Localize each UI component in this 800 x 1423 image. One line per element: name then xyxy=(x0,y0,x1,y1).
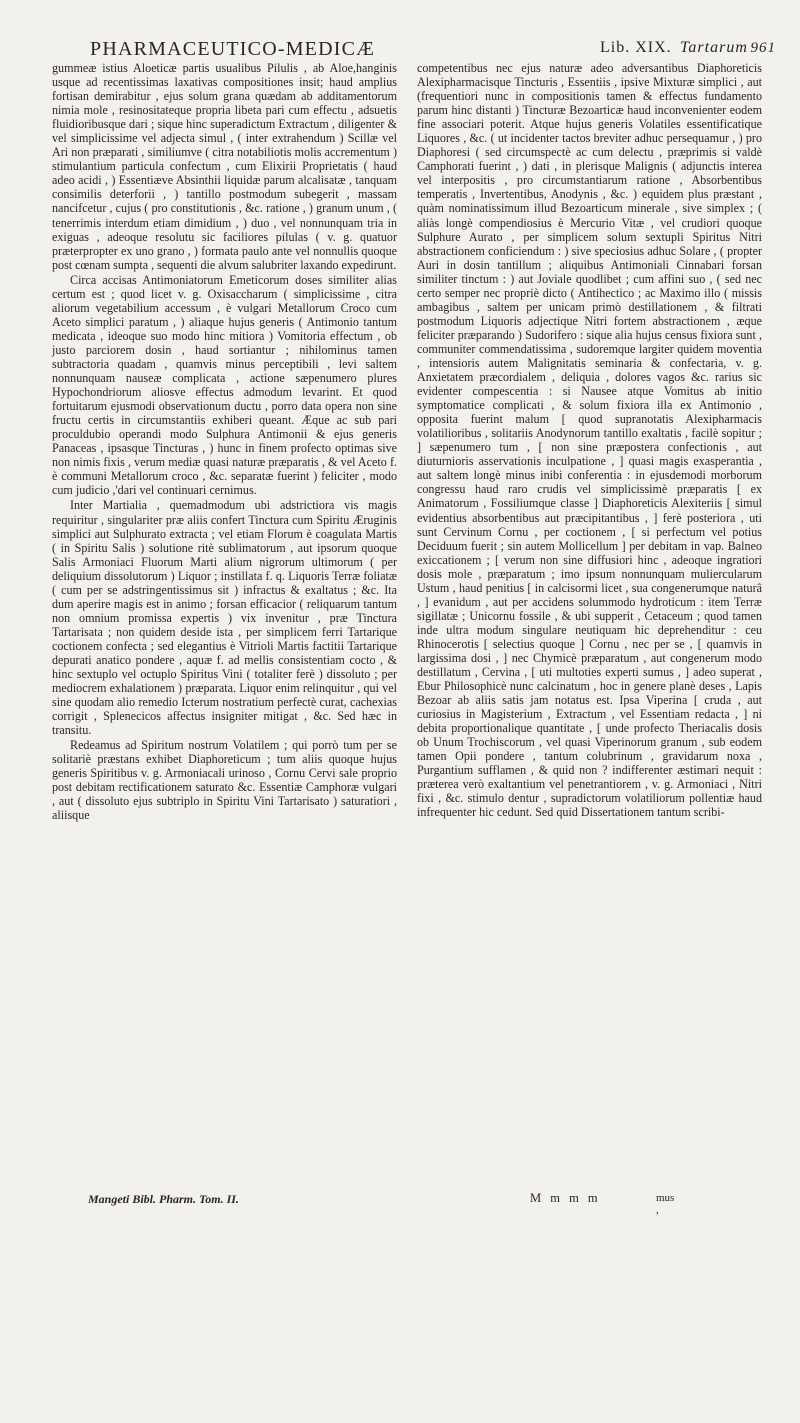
running-head-section: Tartarum xyxy=(680,39,748,56)
signature-line: Mangeti Bibl. Pharm. Tom. II. xyxy=(88,1192,239,1206)
signature-footer xyxy=(530,1191,675,1216)
paragraph: Redeamus ad Spiritum nostrum Volatilem ; qui porrò tum per se solitariè præstans exhibet Diaphoreticum ; tum aliis quoque hujus generis Spiritibus v. g. Armoniacali urinoso , Cornu Cervi sale proprio post debitam rectificationem saturato &c. Essentiæ Camphoræ vulgari , aut ( dissoluto ejus subtriplo in Spiritu Vini Tartarisato ) saturatiori , aliisque xyxy=(52,738,397,823)
text-columns xyxy=(52,61,782,823)
paragraph: Circa accisas Antimoniatorum Emeticorum doses similiter alias certum est ; quod licet v. g. Oxisaccharum ( simplicissime , citra aliorum vegetabilium accessum , è vulgari Metallorum Croco cum Aceto simplici paratum , ) aliaque hujus generis ( Antimonio tantum medicata , ideoque suo modo hinc mitiora ) Vomitoria effectum , ob justo parciorem dosin , haud sortiantur ; nihilominus tamen subtractoria quadam , quamvis minus perceptibili , levi saltem nonnunquam nauseæ complicata , actione sæpenumero plures Hypochondriorum aliosve effectus admodum levarint. Et quod fortuitarum ejusmodi observationum ductu , porro data opera non sine fructu certis in circumstantiis exhiberi queant. Æque ac sub pari proculdubio operandi modo Sulphura Antimonii & ejus generis Panaceas , ipsasque Tincturas , ) hunc in finem profecto optimas sive non nimis fixis , verum mediæ quasi naturæ præparatis , & vel Aceto f. è communi Metallorum croco , &c. separatæ fuerint ) feliciter , modo cum judicio ,'dari vel continuari cernimus. xyxy=(52,272,397,498)
running-head xyxy=(90,38,784,62)
running-head-book: Lib. XIX. xyxy=(600,39,672,56)
paragraph: gummeæ istius Aloeticæ partis usualibus Pilulis , ab Aloe,hanginis usque ad recentissimas laxativas compositiones insit; haud amplius fortisan demirabitur , ejus solum grana quædam ab additamentorum nimia mole , resinositateque propria libeta pari cum effectu , adsuetis fluidioribusque dari ; sique hinc superadictum Extractum , diligenter & vel simplicissime vel adjecta simul , ( inter extrahendum ) Scillæ vel Ari non præparati , similiumve ( citra notabiliotis molis accrementum ) stimulantium particula confectum , cum Elixirii Proprietatis ( haud adeo acidi , ) Essentiæve Absinthii liquidæ parum alcalisatæ , tanquam consimilis deterforii , ) tantillo postmodum subegerit , massam nancifcetur , cujus ( pro constitutionis , &c. ratione , ) granum unum , ( tenerrimis interdum etiam dimidium , ) duo , vel nonnunquam tria in exiguas , adeoque resolutu sic faciliores pilulas ( v. g. quatuor præterpropter ex uno grano , ) formata paulo ante vel nonnullis quoque post cœnam sumpta , sequenti die alvum salubriter laxando expedirunt. xyxy=(52,61,397,272)
paragraph: competentibus nec ejus naturæ adeo adversantibus Diaphoreticis Alexipharmacisque Tincturis , Essentiis , ipsive Mixturæ simplici , aut (frequentiori nunc in compositionis tamen & effectus fundamento parum hinc distanti ) Tincturæ Bezoarticæ haud inconvenienter eodem fine associari poterit. Atque hujus generis Volatiles essentificatique Liquores , &c. ( ut incidenter tactos breviter adhuc persequamur , ) pro Diaphoresi ( sed circumspectè ac cum delectu , præprimis si valdè Camphorati fuerint , ) dati , in plerisque Malignis ( adjunctis interea vel interpositis , pro circumstantiarum ratione , Absorbentibus temperatis , Invertentibus, Anodynis , &c. ) equidem plus præstant , quàm nominatissimum illud Bezoarticum minerale , sive simplex ; ( aliàs longè compendiosius è Mercurio Vitæ , vel crudiori quoque Sulphure Aurato , per simplicem solum sextupli Spiritus Nitri abstractionem conficiendum : ) sive speciosius adhuc Solare , ( propter Auri in dosin tantillum ; aliquibus Antimoniali Cinnabari forsan similiter tinctum : ) aut Joviale quodlibet ; cum affini suo , ( sed nec certo semper nec propriè dicto ( Antihectico ; ac Maximo illo ( missis ambagibus , saltem per unicam primò destillationem , & filtrati postmodum Liquoris adjectique Nitri fortem abstractionem , æque feliciter præparando ) Sudorifero : sique alia hujus census fixiora sunt , communiter commendatissima , sudoremque largiter quidem moventia , intensioris autem Malignitatis seminaria & confectaria, v. g. Anxietatem præcordialem , deliquia , dolores vagos &c. rarius sic evidenter compescentia : si Nausee atque Vomitus ab initio symptomatice complicati , & solum fixiora illa ex Antimonio , opposita fuerint malum [ quod supranotatis Alexipharmacis volatilioribus , solitariis Anodynorum tantillo exaltatis , facilè sopitur ; ] sæpenumero tum , [ non sine præpostera confectionis , aut diuturnioris asservationis inculpatione , ] quasi magis exasperantia , aut saltem longè minus inibi conferentia : in ejusdemodi morborum congressu haud raro crudis vel simplicissimè præparatis [ ex Animatorum , Fossiliumque classe ] Diaphoreticis Alexiteriis [ simul evidentius absorbentibus aut præcipitantibus , ] ferè posteriora , uti sunt Cervinum Cornu , per coctionem , [ si perfectum vel potius Deciduum fuerit ; sin autem Mollicellum ] per debitam in vap. Balneo exiccationem ; [ verum non sine diffusiori hinc , adeoque ingratiori dosis mole , præparatum ; imo ipsum nonnunquam muliercularum Ustum , haud penitius [ in calcisormi licet , sua congenerumque naturâ , ] evanidum , aut per accidens solummodo hydroticum : item Terræ sigillatæ ; Unicornu fossile , & ubi supperit , Cetaceum ; quod tamen inde ultra modum singulare neutiquam hic deprehenditur : ceu Rhinocerotis [ selectius quoque ] Cornu , nec per se , [ quamvis in largissima dosi , ] nec Chymicè præparatum , aut congenerum modo destillatum , Cervina , [ uti multoties experti sumus , ] adeo superat , Ebur Philosophicè nunc calcinatum , hoc in genere planè deses , Lapis Bezoar ab aliis satis jam notatus est. Ipsa Viperina [ cruda , aut curiosius in Magisterium , Extractum , vel Essentiam redacta , ] ni debita proportionalique quantitate , [ unde profecto Theriacalis dosis ob Unum Trochiscorum , vel quasi Viperinorum granum , sub eodem tamen Opii pondere , tantum colubrinum , gravidarum noxa , Purgantium sufflamen , & quid non ? indifferenter æstimari nequit : præterea verò exaltantium vel penetrantiorem , v. g. Armoniaci , Nitri fixi , &c. stimulo dentur , supradictorum volatiliorum pollentiæ haud infrequenter hic cedunt. Sed quid Dissertationem tantum scribi- xyxy=(417,61,762,820)
catchword: mus , xyxy=(656,1192,675,1216)
signature-mark: M m m m xyxy=(530,1191,601,1205)
running-head-title: PHARMACEUTICO-MEDICÆ xyxy=(90,38,376,60)
right-column xyxy=(417,61,762,823)
left-column xyxy=(52,61,397,823)
page-number: 961 xyxy=(750,40,776,56)
paragraph: Inter Martialia , quemadmodum ubi adstrictiora vis magis requiritur , singulariter præ aliis confert Tinctura cum Spiritu Æruginis simplici aut Sulphurato extracta ; vel etiam Florum è coagulata Martis ( in Spiritu Salis ) solutione ritè sublimatorum , aut ipsorum quoque Salis Armoniaci Fluorum Marti alium nigrorum ultimorum ( per deliquium dissolutorum ) Liquor ; instillata f. q. Liquoris Terræ foliatæ ( cum per se adstringentissimus sit ) infractus & exaltatus ; &c. Ita dum aperire magis est in animo ; forsan efficacior ( reliquarum tantum non omnium promissa expertis ) vix invenitur , præ Tinctura Tartarisata ; non quidem deside ista , per simplicem ferri Tartarique coctionem confecta ; sed elegantius è Vitrioli Martis factitii Tartarique depurati anatico pondere , aquæ f. ad mellis consistentiam cocto , & hinc sextuplo vel octuplo Spiritus Vini ( totaliter ferè ) dissoluto ; per mediocrem exhalationem ) præparata. Liquor enim relinquitur , qui vel sine quodam alio remedio Icterum nostratium perfectè curat, cachexias corrigit , Splenecicos affectus insigniter mitigat , &c. Sed hæc in transitu. xyxy=(52,498,397,738)
